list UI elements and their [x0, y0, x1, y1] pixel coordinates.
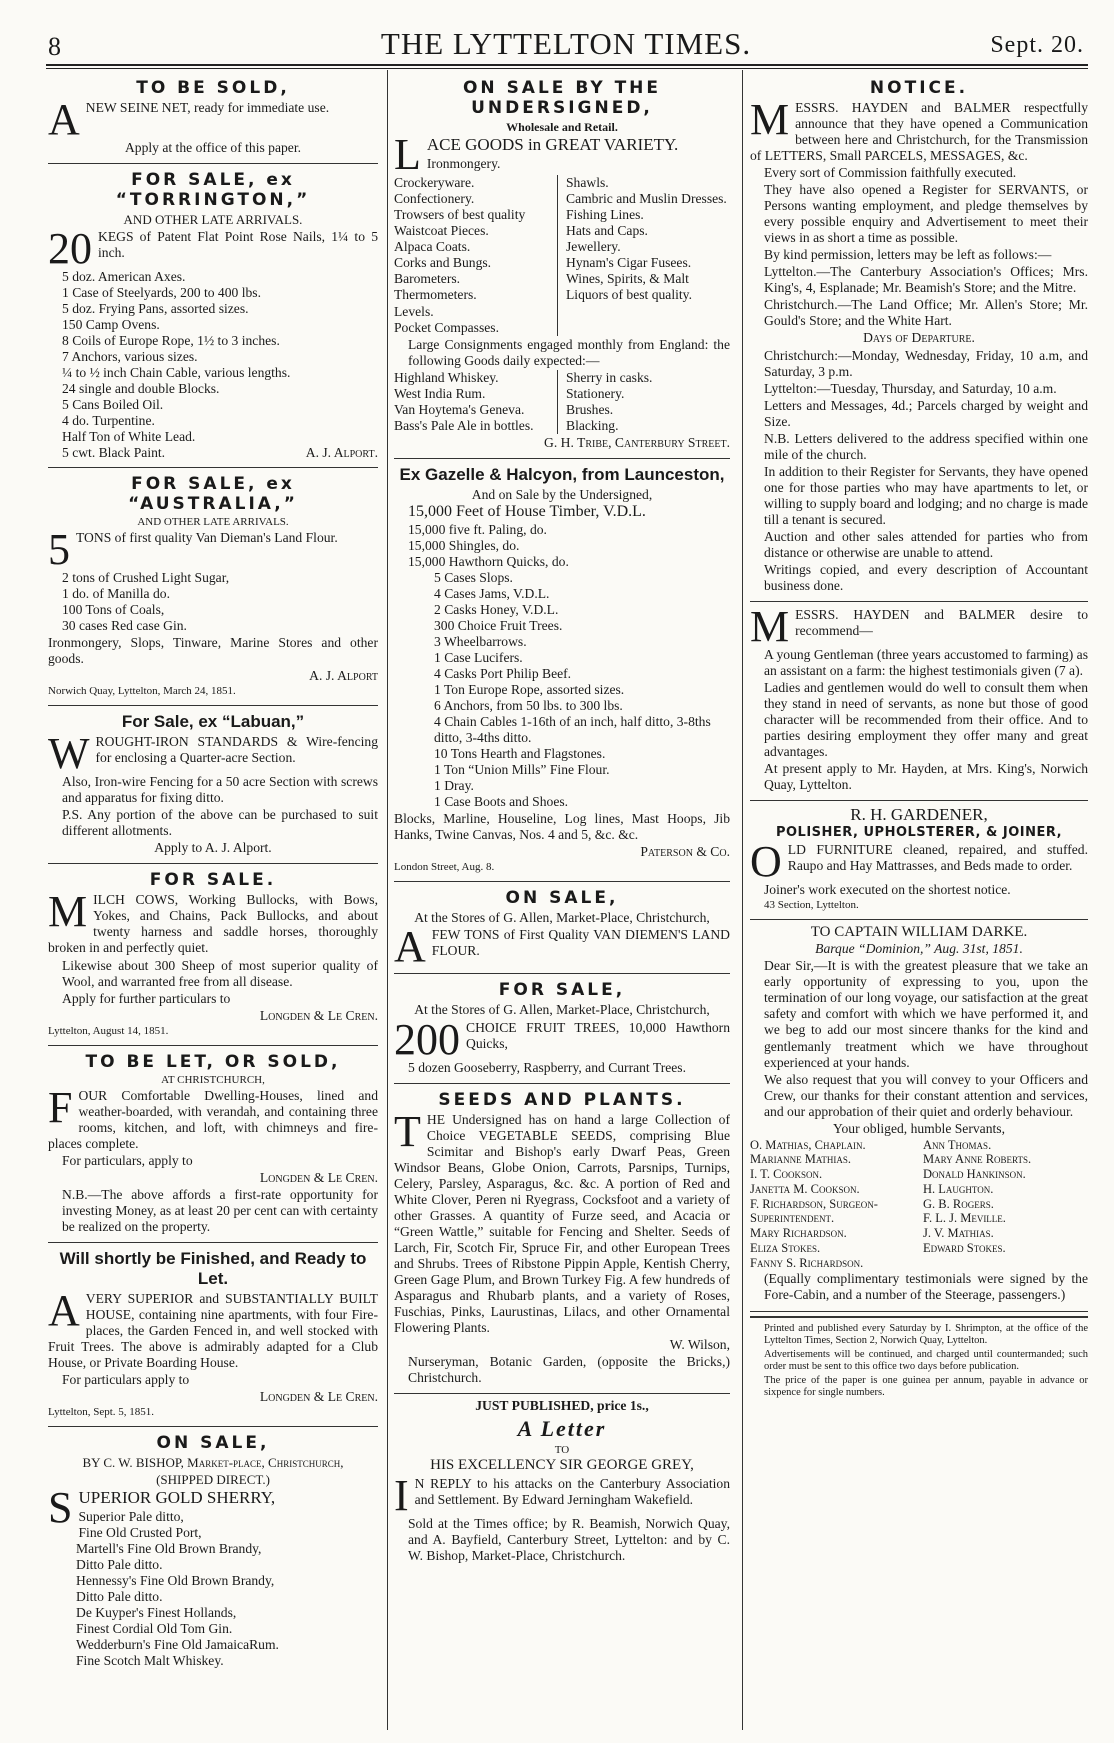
list-item: Jewellery.	[566, 239, 621, 255]
ad-heading: SEEDS AND PLANTS.	[438, 1089, 686, 1110]
list-item: 30 cases Red case Gin.	[62, 618, 187, 634]
ad-text: CHOICE FRUIT TREES, 10,000 Hawthorn Quicks,	[466, 1019, 730, 1051]
ad-subheading: Barque “Dominion,” Aug. 31st, 1851.	[815, 941, 1023, 957]
ad-text: By kind permission, letters may be left as follows:—	[764, 247, 1052, 263]
ad-heading: Ex Gazelle & Halcyon, from Launceston,	[399, 464, 725, 484]
drop-cap: I	[394, 1470, 409, 1520]
list-item: 15,000 Hawthorn Quicks, do.	[408, 553, 569, 569]
list-item: West India Rum.	[394, 385, 486, 401]
drop-cap: M	[48, 887, 88, 937]
drop-cap: L	[394, 130, 421, 180]
ad-subheading: (SHIPPED DIRECT.)	[156, 1471, 270, 1487]
ad-heading: For Sale, ex “Labuan,”	[121, 712, 305, 732]
list-item: Cambric and Muslin Dresses.	[566, 191, 727, 207]
list-item: 5 doz. Frying Pans, assorted sizes.	[62, 300, 249, 316]
list-item: Half Ton of White Lead.	[62, 428, 196, 444]
signature: Longden & Le Cren.	[259, 1007, 378, 1023]
ad-seine-net	[48, 72, 378, 164]
list-item: G. B. Rogers.	[923, 1196, 994, 1211]
list-item: Confectionery.	[394, 191, 475, 207]
list-item: Pocket Compasses.	[394, 319, 499, 335]
signature: A. J. Alport.	[305, 444, 378, 460]
signature: Longden & Le Cren.	[259, 1169, 378, 1185]
list-item: Stationery.	[566, 385, 625, 401]
list-item: 15,000 Feet of House Timber, V.D.L.	[408, 502, 646, 520]
ad-text: Christchurch.—The Land Office; Mr. Allen's Store; Mr. Gould's Store; and the White Hart.	[764, 297, 1088, 329]
ad-heading: TO BE LET, OR SOLD,	[85, 1051, 341, 1072]
list-item: Brushes.	[566, 401, 614, 417]
list-item: Levels.	[394, 303, 434, 319]
list-item: Mary Richardson.	[750, 1226, 847, 1241]
ad-text: N REPLY to his attacks on the Canterbury Association and Settlement. By Edward Jerningham Wakefield.	[414, 1475, 730, 1507]
list-item: 5 cwt. Black Paint.	[62, 444, 166, 460]
ad-subheading: AT CHRISTCHURCH,	[161, 1073, 265, 1086]
signature: Paterson & Co.	[640, 844, 730, 860]
ad-text: Apply at the office of this paper.	[124, 140, 302, 156]
dateline: 43 Section, Lyttelton.	[764, 898, 859, 911]
ad-house-to-let	[48, 1243, 378, 1427]
ad-text: N.B.—The above affords a first-rate opportunity for investing Money, as at least 20 per cent can with certainty be realized on the property.	[62, 1186, 378, 1234]
list-item: F. Richardson, Surgeon-Superintendent.	[750, 1196, 878, 1226]
ad-text: Ironmongery, Slops, Tinware, Marine Stores and other goods.	[48, 635, 378, 667]
list-item: Wedderburn's Fine Old JamaicaRum.	[76, 1637, 279, 1653]
dateline: Lyttelton, August 14, 1851.	[48, 1024, 169, 1037]
list-item: 150 Camp Ovens.	[62, 316, 160, 332]
list-item: Ditto Pale ditto.	[76, 1557, 163, 1573]
list-item: Crockeryware.	[394, 175, 475, 191]
list-item: 15,000 five ft. Paling, do.	[408, 521, 547, 537]
list-item: 15,000 Shingles, do.	[408, 537, 520, 553]
drop-cap: F	[48, 1082, 73, 1132]
ad-subheading: BY C. W. BISHOP, Market-place, Christchurch,	[82, 1455, 344, 1471]
ad-heading: FOR SALE.	[149, 870, 277, 891]
list-item: De Kuyper's Finest Hollands,	[76, 1605, 237, 1621]
ad-torrington	[48, 164, 378, 468]
list-item: J. V. Mathias.	[923, 1226, 994, 1241]
imprint-text: The price of the paper is one guinea per annum, payable in advance or sixpence for single numbers.	[764, 1374, 1088, 1399]
list-item: 100 Tons of Coals,	[62, 602, 165, 617]
list-item: 1 Case of Steelyards, 200 to 400 lbs.	[62, 284, 261, 300]
column-2	[394, 72, 730, 1733]
list-item: 24 single and double Blocks.	[62, 380, 220, 396]
ad-text: Joiner's work executed on the shortest notice.	[764, 881, 1011, 897]
list-item: 1 Dray.	[434, 778, 474, 794]
list-item: O. Mathias, Chaplain.	[750, 1137, 866, 1152]
book-title: A Letter	[517, 1416, 607, 1442]
list-item: 5 doz. American Axes.	[62, 268, 186, 284]
list-item: Marianne Mathias.	[750, 1152, 851, 1167]
list-item: 4 Chain Cables 1-16th of an inch, half ditto, 3-8ths ditto, 3-4ths ditto.	[434, 714, 711, 746]
ad-houses	[48, 1046, 378, 1243]
ad-text: OUR Comfortable Dwelling-Houses, lined and weather-boarded, with verandah, and containing three rooms, kitchen, and loft, with chimneys and fire-places complete.	[48, 1087, 378, 1151]
signature: A. J. Alport	[309, 668, 378, 684]
list-item: Eliza Stokes.	[750, 1240, 821, 1255]
ad-milch-cows	[48, 864, 378, 1045]
drop-cap: W	[48, 729, 90, 779]
list-item: Sherry in casks.	[566, 369, 653, 385]
list-item: 4 do. Turpentine.	[62, 412, 155, 428]
ad-text: ACE GOODS in GREAT VARIETY.	[426, 135, 679, 155]
ad-subheading: AND OTHER LATE ARRIVALS.	[137, 515, 289, 528]
newspaper-title: THE LYTTELTON TIMES.	[380, 26, 752, 61]
ad-subheading: AND OTHER LATE ARRIVALS.	[123, 212, 303, 228]
ad-text: In addition to their Register for Servants, they have opened one for those parties who may have apartments to let, or willing to supply board and lodging; and no charge is made till a tenant is secured.	[764, 463, 1088, 527]
ad-labuan	[48, 706, 378, 864]
list-item: Edward Stokes.	[923, 1240, 1006, 1255]
dateline: Lyttelton, Sept. 5, 1851.	[48, 1406, 155, 1419]
ad-text: TO	[554, 1444, 570, 1457]
imprint	[750, 1316, 1088, 1401]
list-item: Hats and Caps.	[566, 223, 648, 239]
drop-cap: A	[48, 1285, 80, 1335]
column-divider	[387, 70, 388, 1730]
drop-cap: M	[750, 601, 790, 651]
ad-text: ESSRS. HAYDEN and BALMER respectfully announce that they have opened a Communication between here and Christchurch, for the Transmission of LETTERS, Small PARCELS, MESSAGES, &c.	[750, 100, 1088, 164]
ad-text: Your obliged, humble Servants,	[833, 1120, 1005, 1136]
ad-heading: R. H. GARDENER,	[850, 805, 988, 825]
ad-text: For particulars, apply to	[62, 1152, 193, 1168]
ad-text: HIS EXCELLENCY SIR GEORGE GREY,	[430, 1457, 694, 1474]
ad-subheading: Days of Departure.	[863, 330, 975, 346]
list-item: Ditto Pale ditto.	[76, 1589, 163, 1605]
column-divider	[742, 70, 743, 1730]
ad-subheading: POLISHER, UPHOLSTERER, & JOINER,	[775, 825, 1063, 841]
ad-heading: ON SALE,	[505, 888, 619, 909]
ad-text: N.B. Letters delivered to the address specified within one mile of the church.	[764, 430, 1088, 462]
list-item: I. T. Cookson.	[750, 1167, 823, 1182]
list-item: 300 Choice Fruit Trees.	[434, 617, 563, 633]
header-rule	[46, 64, 1088, 69]
list-item: 1 Case Boots and Shoes.	[434, 794, 569, 810]
list-item: 10 Tons Hearth and Flagstones.	[434, 746, 606, 762]
drop-cap: M	[750, 95, 790, 145]
drop-cap: 20	[48, 223, 92, 273]
list-item: 5 Cases Slops.	[434, 569, 513, 585]
list-item: Van Hoytema's Geneva.	[394, 401, 525, 417]
ad-fruit-trees	[394, 974, 730, 1083]
ad-heading: Will shortly be Finished, and Ready to Let.	[59, 1248, 367, 1288]
drop-cap: 200	[394, 1014, 460, 1064]
ad-text: Writings copied, and every description of Accountant business done.	[764, 561, 1088, 593]
list-item: Ann Thomas.	[923, 1137, 992, 1152]
ad-heading: NOTICE.	[869, 78, 969, 98]
ad-heading: TO BE SOLD,	[136, 78, 290, 98]
ad-text: ROUGHT-IRON STANDARDS & Wire-fencing for enclosing a Quarter-acre Section.	[95, 734, 378, 766]
ad-text: Sold at the Times office; by R. Beamish, Norwich Quay, and A. Bayfield, Canterbury Street, Lyttelton: and by C. W. Bishop, Market-Place, Christchurch.	[408, 1515, 730, 1563]
signature: G. H. Tribe, Canterbury Street.	[544, 434, 730, 450]
list-item: 5 Cans Boiled Oil.	[62, 396, 164, 412]
list-item: Mary Anne Roberts.	[923, 1152, 1032, 1167]
ad-text: Every sort of Commission faithfully executed.	[764, 165, 1017, 181]
list-item: Finest Cordial Old Tom Gin.	[76, 1621, 233, 1637]
ad-text: Likewise about 300 Sheep of most superior quality of Wool, and warranted free from all disease.	[62, 957, 378, 989]
list-item: Highland Whiskey.	[394, 369, 499, 385]
ad-text: For particulars apply to	[62, 1372, 190, 1388]
drop-cap: S	[48, 1482, 73, 1532]
list-item: 1 Ton “Union Mills” Fine Flour.	[434, 762, 610, 778]
list-item: Fishing Lines.	[566, 207, 644, 223]
ad-gardener	[750, 801, 1088, 919]
list-item: 2 Casks Honey, V.D.L.	[434, 601, 559, 617]
masthead	[48, 24, 1084, 64]
list-item: Shawls.	[566, 175, 609, 191]
list-item: 1 do. of Manilla do.	[62, 585, 170, 601]
ad-text: We also request that you will convey to your Officers and Crew, our thanks for their constant attention and services, and our approbation of their quiet and orderly behaviour.	[764, 1071, 1088, 1119]
list-item: Hynam's Cigar Fusees.	[566, 255, 692, 271]
list-item: Fine Old Crusted Port,	[78, 1524, 202, 1540]
ad-heading: ON SALE,	[156, 1433, 270, 1454]
ad-text: Apply to A. J. Alport.	[154, 840, 272, 856]
ad-text: Lyttelton:—Tuesday, Thursday, and Saturday, 10 a.m.	[764, 380, 1057, 396]
ad-text: HE Undersigned has on hand a large Collection of Choice VEGETABLE SEEDS, comprising Blue Scimitar and Bishop's early Dwarf Peas, Green Windsor Beans, Globe Onion, Carrots, Parsnips, Turnips, Celery, Parsley, Asparagus, &c. &c. A portion of Red and White Clover, Peren ni Ryegrass, Cocksfoot and a variety of other Grasses. A quantity of Furze seed, and Acacia or “Green Wattle,” suitable for Fencing and Shelter. Seeds of Larch, Fir, Scotch Fir, Spruce Fir, and other European Trees and Shrubs. Trees of Ribstone Pippin Apple, Kentish Cherry, Green Gage Plum, and Brown Turkey Fig. A few hundreds of Asparagus and Rhubarb plants, and a variety of Roses, Fuschias, Pinks, Laurustinas, Lilacs, and other Ornamental Flowering Plants.	[394, 1111, 730, 1335]
ad-text: Christchurch:—Monday, Wednesday, Friday, 10 a.m, and Saturday, 3 p.m.	[764, 347, 1088, 379]
list-item: 8 Coils of Europe Rope, 1½ to 3 inches.	[62, 332, 280, 348]
list-item: F. L. J. Meville.	[923, 1211, 1006, 1226]
drop-cap: O	[750, 836, 782, 886]
list-item: Bass's Pale Ale in bottles.	[394, 417, 534, 433]
ad-heading: FOR SALE, ex “AUSTRALIA,”	[128, 473, 298, 514]
signature: W. Wilson,	[669, 1337, 730, 1353]
ad-text: They have also opened a Register for SERVANTS, or Persons wanting employment, and pledge themselves by every possible enquiry and Advertisement to meet their views in as short a time as possible.	[764, 182, 1088, 246]
list-item: Alpaca Coats.	[394, 239, 471, 255]
list-item: Trowsers of best quality	[394, 207, 526, 223]
ad-text: Ironmongery.	[426, 156, 501, 172]
list-item: Donald Hankinson.	[923, 1167, 1026, 1182]
ad-heading: FOR SALE, ex “TORRINGTON,”	[115, 170, 311, 211]
list-item: 7 Anchors, various sizes.	[62, 348, 198, 364]
drop-cap: T	[394, 1106, 421, 1156]
ad-notice	[750, 72, 1088, 602]
ad-text: UPERIOR GOLD SHERRY,	[78, 1487, 276, 1507]
ad-text: Nurseryman, Botanic Garden, (opposite the Bricks,) Christchurch.	[408, 1354, 730, 1386]
list-item: Hennessy's Fine Old Brown Brandy,	[76, 1573, 275, 1589]
ad-gazelle	[394, 459, 730, 883]
ad-australia	[48, 468, 378, 706]
ad-text: ILCH COWS, Working Bullocks, with Bows, Yokes, and Chains, Pack Bullocks, and about twenty harness and saddle horses, thoroughly broken in and perfectly quiet.	[48, 892, 378, 956]
ad-text: (Equally complimentary testimonials were signed by the Fore-Cabin, and a number of the Steerage, passengers.)	[764, 1271, 1088, 1303]
imprint-text: Printed and published every Saturday by I. Shrimpton, at the office of the Lyttelton Times, Section 2, Norwich Quay, Lyttelton.	[764, 1322, 1088, 1347]
ad-text: TONS of first quality Van Dieman's Land Flour.	[76, 529, 338, 545]
ad-text: ESSRS. HAYDEN and BALMER desire to recommend—	[795, 606, 1088, 639]
list-item: Martell's Fine Old Brown Brandy,	[76, 1540, 262, 1556]
ad-heading: FOR SALE,	[498, 980, 626, 1001]
ad-heading: ON SALE BY THE UNDERSIGNED,	[462, 78, 662, 119]
ad-captain-letter	[750, 920, 1088, 1312]
dateline: London Street, Aug. 8.	[394, 861, 495, 874]
ad-subheading: Wholesale and Retail.	[506, 120, 618, 135]
ad-text: FEW TONS of First Quality VAN DIEMEN'S LAND FLOUR.	[431, 927, 730, 959]
list-item: H. Laughton.	[923, 1181, 994, 1196]
list-item: Wines, Spirits, & Malt Liquors of best quality.	[566, 271, 692, 303]
ad-subheading: And on Sale by the Undersigned,	[471, 486, 653, 502]
list-item: 2 tons of Crushed Light Sugar,	[62, 569, 230, 585]
ad-heading: JUST PUBLISHED, price 1s.,	[475, 1398, 649, 1414]
list-item: Thermometers.	[394, 287, 477, 303]
list-item: Blacking.	[566, 417, 619, 433]
ad-text: Auction and other sales attended for parties who from distance or otherwise are unable to attend.	[764, 528, 1088, 560]
list-item: 3 Wheelbarrows.	[434, 633, 527, 649]
ad-text: Large Consignments engaged monthly from England: the following Goods daily expected:—	[408, 336, 730, 368]
list-item: 4 Casks Port Philip Beef.	[434, 666, 572, 682]
signature: Longden & Le Cren.	[259, 1389, 378, 1405]
ad-subheading: At the Stores of G. Allen, Market-Place, Christchurch,	[414, 910, 710, 926]
column-3	[750, 72, 1088, 1733]
ad-tribe	[394, 72, 730, 459]
ad-text: NEW SEINE NET, ready for immediate use.	[85, 100, 330, 116]
ad-text: Lyttelton.—The Canterbury Association's Offices; Mrs. King's, 4, Esplanade; Mr. Beamish's Store; and the Mitre.	[764, 264, 1088, 296]
ad-text: 5 dozen Gooseberry, Raspberry, and Currant Trees.	[408, 1059, 686, 1075]
ad-text: VERY SUPERIOR and SUBSTANTIALLY BUILT HOUSE, containing nine apartments, with four Fire-places, the Garden Fenced in, and well stocked with Fruit Trees. The above is admirably adapted for a Club House, or Private Boarding House.	[48, 1290, 378, 1371]
drop-cap: A	[48, 95, 80, 145]
list-item: Fine Scotch Malt Whiskey.	[76, 1653, 224, 1669]
ad-heading: TO CAPTAIN WILLIAM DARKE.	[810, 923, 1028, 940]
dateline: Norwich Quay, Lyttelton, March 24, 1851.	[48, 685, 236, 698]
list-item: 4 Cases Jams, V.D.L.	[434, 585, 550, 601]
list-item: ¼ to ½ inch Chain Cable, various lengths.	[62, 364, 291, 380]
ad-hayden-balmer	[750, 602, 1088, 801]
ad-flour	[394, 882, 730, 974]
page-number: 8	[48, 32, 61, 61]
ad-text: LD FURNITURE cleaned, repaired, and stuffed. Raupo and Hay Mattrasses, and Beds made to order.	[787, 841, 1088, 873]
ad-seeds	[394, 1084, 730, 1395]
imprint-text: Advertisements will be continued, and charged until countermanded; such order must be sent to this office two days before publication.	[764, 1348, 1088, 1373]
drop-cap: 5	[48, 524, 70, 574]
list-item: Waistcoat Pieces.	[394, 223, 489, 239]
issue-date: Sept. 20.	[990, 32, 1084, 58]
drop-cap: A	[394, 922, 426, 972]
list-item: 6 Anchors, from 50 lbs. to 300 lbs.	[434, 698, 623, 714]
ad-text: Letters and Messages, 4d.; Parcels charged by weight and Size.	[764, 397, 1088, 429]
ad-text: Apply for further particulars to	[62, 990, 231, 1006]
list-item: Barometers.	[394, 271, 461, 287]
ad-text: A young Gentleman (three years accustomed to farming) as an assistant on a farm: the highest testimonials given (7 a).	[764, 646, 1088, 679]
ad-text: P.S. Any portion of the above can be purchased to suit different allotments.	[62, 807, 378, 839]
ad-subheading: At the Stores of G. Allen, Market-Place, Christchurch,	[414, 1002, 710, 1018]
ad-text: KEGS of Patent Flat Point Rose Nails, 1¼ to 5 inch.	[98, 228, 378, 260]
list-item: Superior Pale ditto,	[78, 1508, 184, 1524]
ad-text: Ladies and gentlemen would do well to consult them when they stand in need of servants, as none but those of good character will be recommended from their office. And to parties desiring employment they offer many and great advantages.	[764, 680, 1088, 760]
ad-text: Dear Sir,—It is with the greatest pleasure that we take an early opportunity of expressing to you, upon the termination of our long voyage, our satisfaction at the great safety and comfort with which we have performed it, and we beg to add our most sincere thanks for the kind and gentlemanly treatment which we have throughout experienced at your hands.	[764, 958, 1088, 1070]
list-item: Corks and Bungs.	[394, 255, 492, 271]
ad-text: Also, Iron-wire Fencing for a 50 acre Section with screws and apparatus for fixing ditto.	[62, 774, 378, 806]
list-item: Fanny S. Richardson.	[750, 1255, 864, 1270]
list-item: 1 Case Lucifers.	[434, 649, 523, 665]
ad-text: At present apply to Mr. Hayden, at Mrs. King's, Norwich Quay, Lyttelton.	[764, 761, 1088, 793]
ad-letter	[394, 1394, 730, 1571]
list-item: 1 Ton Europe Rope, assorted sizes.	[434, 682, 625, 698]
column-1	[48, 72, 378, 1733]
ad-sherry	[48, 1427, 378, 1675]
list-item: Janetta M. Cookson.	[750, 1181, 860, 1196]
ad-text: Blocks, Marline, Houseline, Log lines, Mast Hoops, Jib Hanks, Twine Canvas, Nos. 4 and 5, &c. &c.	[394, 811, 730, 843]
